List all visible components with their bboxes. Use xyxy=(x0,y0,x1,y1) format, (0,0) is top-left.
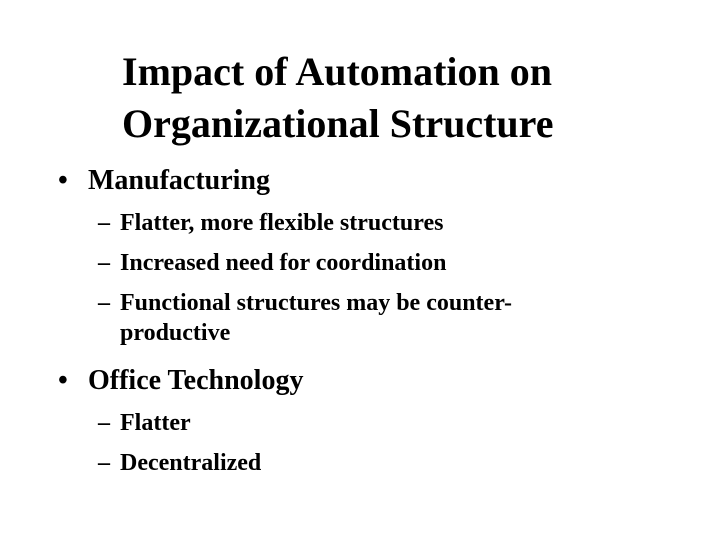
title-line-2: Organizational Structure xyxy=(122,101,554,146)
sub-bullet-functional-structures xyxy=(98,288,512,348)
sub-bullet-label: Flatter xyxy=(120,410,191,436)
dash-icon: – xyxy=(98,450,110,476)
bullet-icon: • xyxy=(58,165,68,196)
bullet-office-technology-label: Office Technology xyxy=(88,365,304,396)
dash-icon: – xyxy=(98,410,110,436)
sub-bullet-flatter-flexible xyxy=(98,208,443,238)
slide-title xyxy=(122,46,682,150)
bullet-manufacturing-label: Manufacturing xyxy=(88,165,270,196)
bullet-icon: • xyxy=(58,365,68,396)
sub-bullet-label: Flatter, more flexible structures xyxy=(120,210,444,236)
sub-bullet-decentralized xyxy=(98,448,261,478)
sub-bullet-label: Functional structures may be counter- xyxy=(120,290,512,316)
sub-bullet-label: Increased need for coordination xyxy=(120,250,447,276)
bullet-office-technology xyxy=(58,364,303,398)
title-line-1: Impact of Automation on xyxy=(122,49,553,94)
sub-bullet-coordination xyxy=(98,248,446,278)
bullet-manufacturing xyxy=(58,164,270,198)
dash-icon: – xyxy=(98,250,110,276)
sub-bullet-continuation: productive xyxy=(120,320,231,346)
dash-icon: – xyxy=(98,290,110,316)
sub-bullet-label: Decentralized xyxy=(120,450,262,476)
sub-bullet-flatter xyxy=(98,408,191,438)
dash-icon: – xyxy=(98,210,110,236)
